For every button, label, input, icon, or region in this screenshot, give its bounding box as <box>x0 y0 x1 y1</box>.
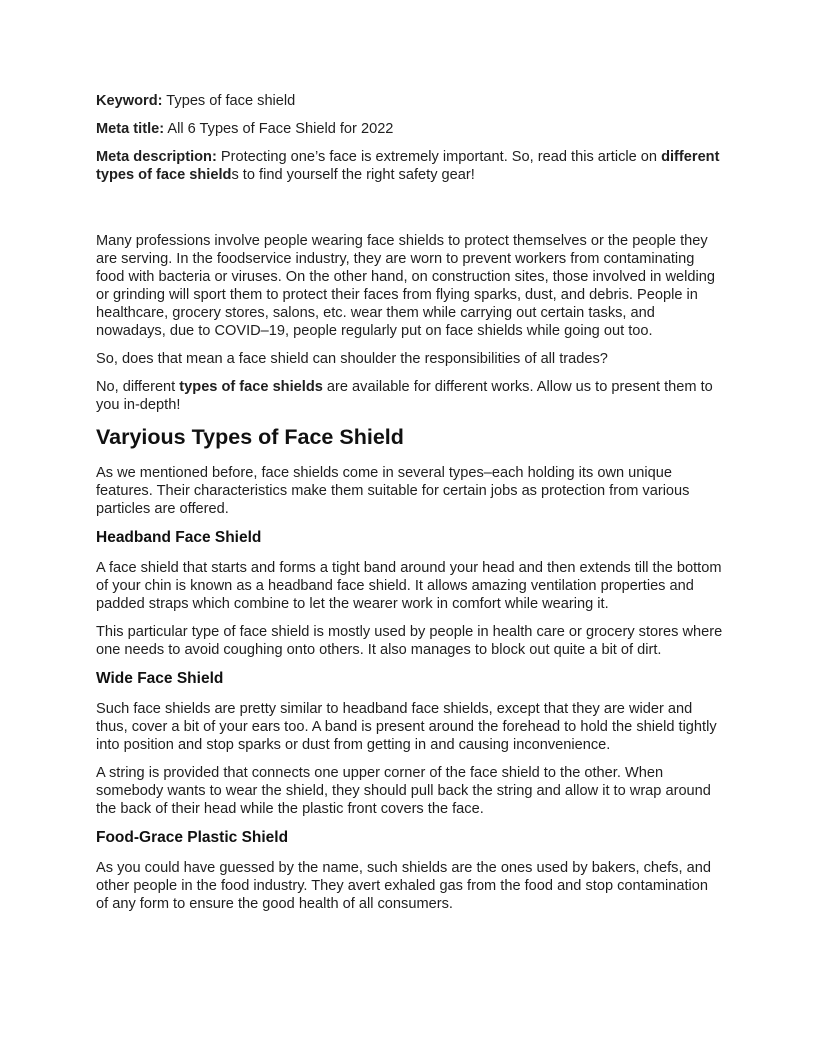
intro-paragraph-3 <box>96 378 724 414</box>
meta-description-text-1: Protecting one’s face is extremely important. So, read this article on <box>216 149 662 165</box>
headband-paragraph-1: A face shield that starts and forms a tight band around your head and then extends till the bottom of your chin is known as a headband face shield. It allows amazing ventilation properties and padded straps which combine to let the wearer work in comfort while wearing it. <box>96 560 722 612</box>
keyword-value: Types of face shield <box>162 93 296 109</box>
meta-title-value: All 6 Types of Face Shield for 2022 <box>164 121 394 137</box>
wide-paragraph-1: Such face shields are pretty similar to headband face shields, except that they are wider and thus, cover a bit of your ears too. A band is present around the forehead to hold the shield tightly into position and stop sparks or dust from getting in and causing inconvenience. <box>96 701 717 753</box>
meta-keyword <box>96 92 724 110</box>
document-page <box>96 92 724 923</box>
wide-heading: Wide Face Shield <box>96 670 224 687</box>
keyword-label: Keyword: <box>96 93 163 109</box>
intro-paragraph-1: Many professions involve people wearing face shields to protect themselves or the people they are serving. In the foodservice industry, they are worn to prevent workers from contaminating food with bacteria or viruses. On the other hand, on construction sites, those involved in welding or grinding will sport them to protect their faces from flying sparks, dust, and debris. People in healthcare, grocery stores, salons, etc. wear them while carrying out certain tasks, and nowadays, due to COVID–19, people regularly put on face shields while going out too. <box>96 233 715 339</box>
meta-description-bold: different types of face shield <box>96 149 720 183</box>
intro-paragraph-2: So, does that mean a face shield can shoulder the responsibilities of all trades? <box>96 351 608 367</box>
food-heading: Food-Grace Plastic Shield <box>96 829 289 846</box>
wide-paragraph-2: A string is provided that connects one upper corner of the face shield to the other. When somebody wants to wear the shield, they should pull back the string and allow it to wrap around the back of their head while the plastic front covers the face. <box>96 765 711 817</box>
food-paragraph-1: As you could have guessed by the name, such shields are the ones used by bakers, chefs, and other people in the food industry. They avert exhaled gas from the food and stop contamination of any form to ensure the good health of all consumers. <box>96 860 711 912</box>
meta-title-label: Meta title: <box>96 121 165 137</box>
section-intro: As we mentioned before, face shields come in several types–each holding its own unique features. Their characteristics make them suitable for certain jobs as protection from various particles are offered. <box>96 465 690 517</box>
meta-description-label: Meta description: <box>96 149 217 165</box>
intro-p3-text-1: No, different <box>96 379 180 395</box>
meta-description <box>96 148 724 184</box>
meta-description-text-2: s to find yourself the right safety gear! <box>231 167 475 183</box>
meta-title <box>96 120 724 138</box>
headband-paragraph-2: This particular type of face shield is mostly used by people in health care or grocery stores where one needs to avoid coughing onto others. It also manages to block out quite a bit of dirt. <box>96 624 723 658</box>
intro-p3-text-2: are available for different works. Allow us to present them to you in-depth! <box>96 379 713 413</box>
headband-heading: Headband Face Shield <box>96 529 262 546</box>
spacer <box>96 194 724 232</box>
section-heading: Varyious Types of Face Shield <box>96 425 404 449</box>
intro-p3-bold: types of face shields <box>179 379 323 395</box>
